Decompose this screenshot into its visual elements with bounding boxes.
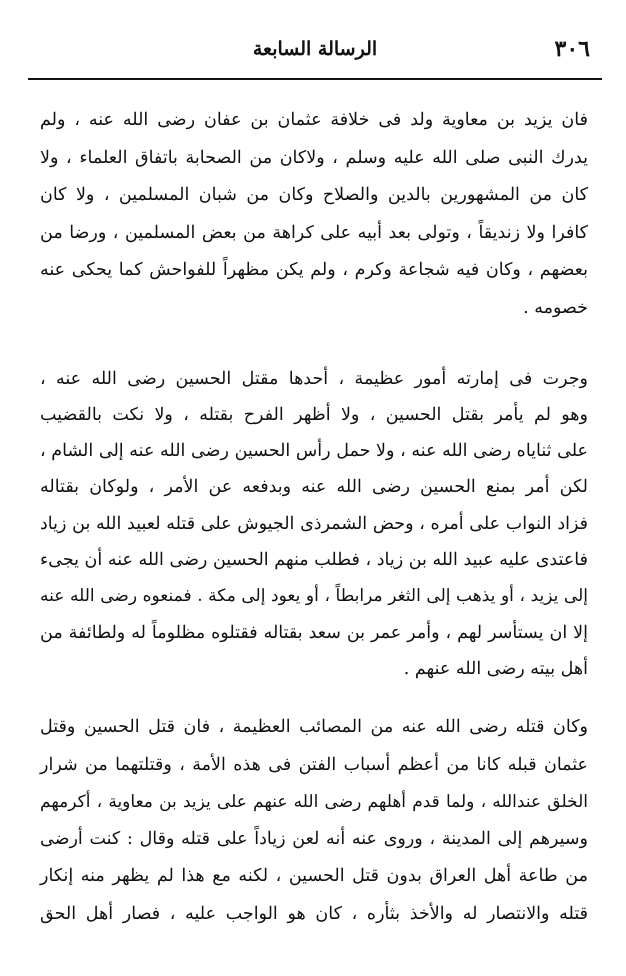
text-line: كان من المشهورين بالدين والصلاح وكان من شبان المسلمين ، ولا كان (40, 185, 588, 206)
paragraph-2 (40, 361, 588, 688)
text-line: فان يزيد بن معاوية ولد فى خلافة عثمان بن عفان رضى الله عنه ، ولم (40, 110, 588, 130)
text-line: وسيرهم إلى المدينة ، وروى عنه أنه لعن زياداً على قتله وقال : كنت أرضى (40, 829, 588, 850)
paragraph-gap (40, 687, 588, 709)
text-line: قتله والانتصار له والأخذ بثأره ، كان هو الواجب عليه ، فصار أهل الحق (40, 903, 588, 924)
header-rule (28, 78, 602, 80)
text-line: يدرك النبى صلى الله عليه وسلم ، ولاكان من الصحابة باتفاق العلماء ، ولا (40, 147, 588, 168)
text-line: لكن أمر بمنع الحسين رضى الله عنه وبدفعه عن الأمر ، ولوكان بقتاله (40, 477, 588, 498)
paragraph-3 (40, 709, 588, 933)
text-line: بعضهم ، وكان فيه شجاعة وكرم ، ولم يكن مظهراً للفواحش كما يحكى عنه (40, 260, 588, 281)
page-number: ٣٠٦ (554, 36, 590, 62)
text-line: من طاعة أهل العراق بدون قتل الحسين ، لكنه مع هذا لم يظهر منه إنكار (40, 866, 588, 887)
paragraph-1 (40, 102, 588, 328)
text-line: إلا ان يستأسر لهم ، وأمر عمر بن سعد بقتاله فقتلوه مظلوماً له ولطائفة من (40, 622, 588, 643)
text-line: فزاد النواب على أمره ، وحض الشمرذى الجيوش على قتله لعبيد الله بن زياد (40, 513, 588, 534)
body-text (40, 102, 588, 933)
text-line: وجرت فى إمارته أمور عظيمة ، أحدها مقتل الحسين رضى الله عنه ، (40, 368, 588, 389)
text-line: فاعتدى عليه عبيد الله بن زياد ، فطلب منهم الحسين رضى الله عنه أن يجىء (40, 550, 588, 571)
running-title: الرسالة السابعة (252, 38, 378, 60)
text-line: وكان قتله رضى الله عنه من المصائب العظيمة ، فان قتل الحسين وقتل (40, 717, 588, 738)
text-line: الخلق عندالله ، ولما قدم أهلهم رضى الله عنهم على يزيد بن معاوية ، أكرمهم (40, 791, 588, 812)
text-line: على ثناياه رضى الله عنه ، ولا حمل رأس الحسين رضى الله عنه إلى الشام ، (40, 441, 588, 462)
text-line: إلى يزيد ، أو يذهب إلى الثغر مرابطاً ، أو يعود إلى مكة . فمنعوه رضى الله عنه (40, 586, 588, 607)
page-header (40, 36, 590, 76)
text-line: وهو لم يأمر بقتل الحسين ، ولا أظهر الفرح بقتله ، ولا نكت بالقضيب (40, 404, 588, 425)
paragraph-gap (40, 328, 588, 361)
text-line: أهل بيته رضى الله عنهم . (403, 658, 588, 679)
text-line: خصومه . (523, 297, 588, 318)
text-line: كافرا ولا زنديقاً ، وتولى بعد أبيه على كراهة من بعض المسلمين ، ورضا من (40, 222, 588, 243)
text-line: عثمان قبله كانا من أعظم أسباب الفتن فى هذه الأمة ، وقتلتهما من شرار (40, 754, 588, 775)
